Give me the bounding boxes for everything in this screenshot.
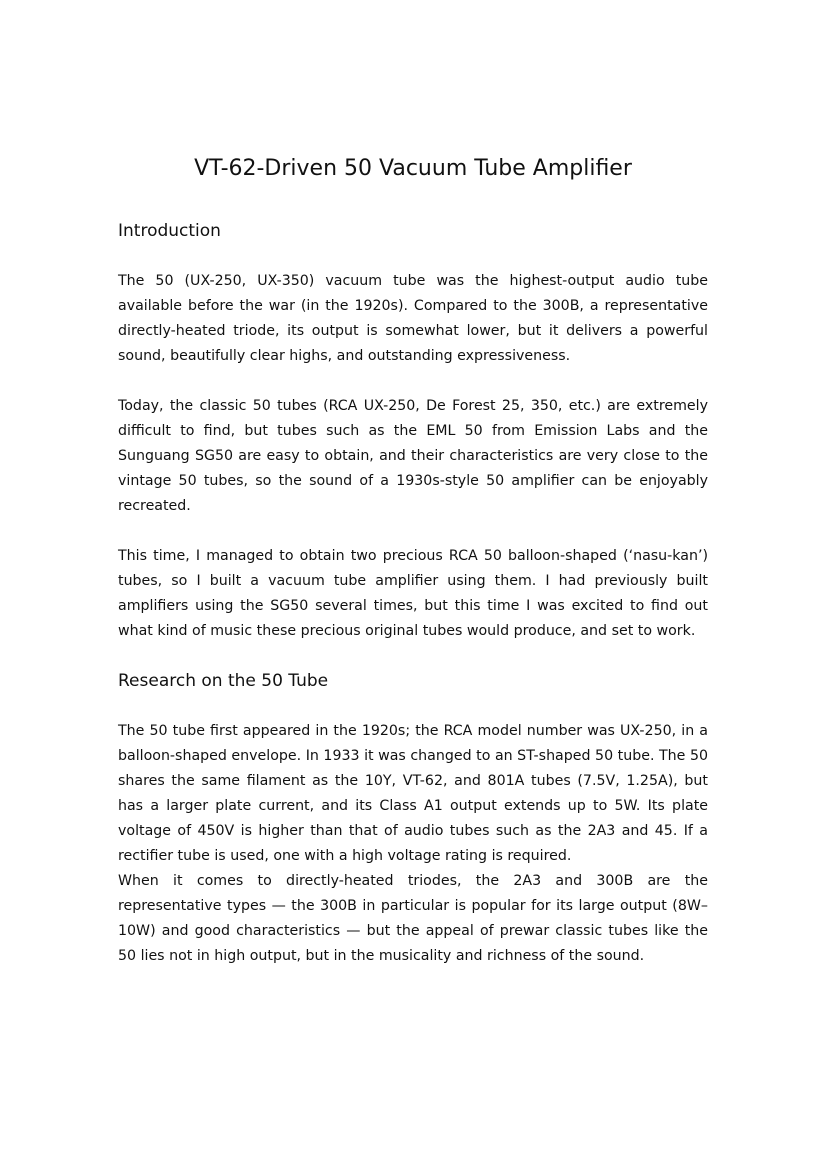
section-heading-research: Research on the 50 Tube [118, 671, 329, 691]
research-paragraph-1: The 50 tube first appeared in the 1920s; the RCA model number was UX-250, in a balloon-shaped envelope. In 1933 it was changed to an ST-shaped 50 tube. The 50 shares the same filament as the 10Y, VT-62, and 801A tubes (7.5V, 1.25A), but has a larger plate current, and its Class A1 output extends up to 5W. Its plate voltage of 450V is higher than that of audio tubes such as the 2A3 and 45. If a rectifier tube is used, one with a high voltage rating is required. [118, 723, 708, 864]
section-heading-introduction: Introduction [118, 221, 221, 241]
research-paragraph-2: When it comes to directly-heated triodes, the 2A3 and 300B are the representative types — the 300B in particular is popular for its large output (8W–10W) and good characteristics — but the appeal of prewar classic tubes like the 50 lies not in high output, but in the musicality and richness of the sound. [118, 873, 708, 964]
intro-paragraph-2: Today, the classic 50 tubes (RCA UX-250, De Forest 25, 350, etc.) are extremely difficult to find, but tubes such as the EML 50 from Emission Labs and the Sunguang SG50 are easy to obtain, and their characteristics are very close to the vintage 50 tubes, so the sound of a 1930s-style 50 amplifier can be enjoyably recreated. [118, 398, 708, 514]
document-title: VT-62-Driven 50 Vacuum Tube Amplifier [194, 156, 632, 181]
intro-paragraph-3: This time, I managed to obtain two precious RCA 50 balloon-shaped (‘nasu-kan’) tubes, so I built a vacuum tube amplifier using them. I had previously built amplifiers using the SG50 several times, but this time I was excited to find out what kind of music these precious original tubes would produce, and set to work. [118, 548, 708, 639]
intro-paragraph-1: The 50 (UX-250, UX-350) vacuum tube was the highest-output audio tube available before the war (in the 1920s). Compared to the 300B, a representative directly-heated triode, its output is somewhat lower, but it delivers a powerful sound, beautifully clear highs, and outstanding expressiveness. [118, 273, 708, 364]
